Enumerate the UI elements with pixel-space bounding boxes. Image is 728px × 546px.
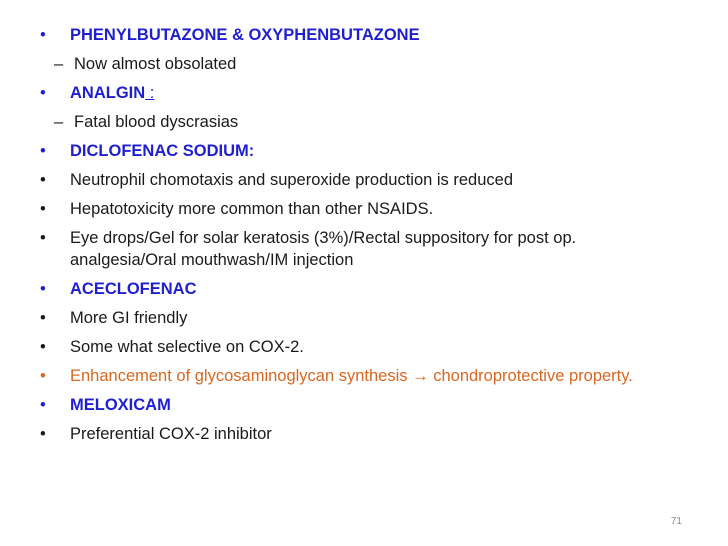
bullet-dot-icon: • xyxy=(40,309,46,327)
bullet-text: Hepatotoxicity more common than other NSAIDS. xyxy=(70,200,434,218)
page-number: 71 xyxy=(670,516,682,527)
bullet-dot-icon: • xyxy=(40,396,46,414)
bullet-dot-icon: • xyxy=(40,142,46,160)
bullet-analgin xyxy=(40,82,680,104)
bullet-text: Eye drops/Gel for solar keratosis (3%)/Rectal suppository for post op. analgesia/Oral mouthwash/IM injection xyxy=(70,229,577,269)
bullet-list xyxy=(40,24,680,452)
dash-icon: – xyxy=(54,113,64,131)
bullet-dot-icon: • xyxy=(40,338,46,356)
bullet-cox2-selective xyxy=(40,336,680,358)
bullet-text: Preferential COX-2 inhibitor xyxy=(70,425,272,443)
bullet-dot-icon: • xyxy=(40,425,46,443)
bullet-dot-icon: • xyxy=(40,26,46,44)
bullet-dot-icon: • xyxy=(40,280,46,298)
bullet-text: ACECLOFENAC xyxy=(70,280,197,298)
dash-icon: – xyxy=(54,55,64,73)
enhancement-text: Enhancement of glycosaminoglycan synthesis xyxy=(70,367,408,385)
bullet-dot-icon: • xyxy=(40,84,46,102)
bullet-dot-icon: • xyxy=(40,171,46,189)
bullet-text: Some what selective on COX-2. xyxy=(70,338,304,356)
bullet-neutrophil xyxy=(40,169,680,191)
bullet-text xyxy=(70,82,680,104)
bullet-text: MELOXICAM xyxy=(70,396,171,414)
bullet-hepatotoxicity xyxy=(40,198,680,220)
bullet-gi-friendly xyxy=(40,307,680,329)
sub-bullet-dyscrasias xyxy=(40,111,680,133)
bullet-eye-drops xyxy=(40,227,680,271)
arrow-right-icon: → xyxy=(412,367,429,385)
analgin-colon: : xyxy=(145,84,155,102)
bullet-diclofenac xyxy=(40,140,680,162)
bullet-text: Neutrophil chomotaxis and superoxide production is reduced xyxy=(70,171,514,189)
bullet-text: Now almost obsolated xyxy=(74,55,237,73)
bullet-phenylbutazone xyxy=(40,24,680,46)
bullet-text: DICLOFENAC SODIUM: xyxy=(70,142,255,160)
bullet-text xyxy=(70,365,680,387)
analgin-label: ANALGIN xyxy=(70,84,146,102)
bullet-dot-icon: • xyxy=(40,200,46,218)
bullet-dot-icon: • xyxy=(40,229,46,247)
bullet-dot-icon: • xyxy=(40,367,46,385)
bullet-text: PHENYLBUTAZONE & OXYPHENBUTAZONE xyxy=(70,26,420,44)
bullet-text: More GI friendly xyxy=(70,309,188,327)
chondroprotective-text: chondroprotective property. xyxy=(433,367,633,385)
bullet-meloxicam xyxy=(40,394,680,416)
bullet-preferential-cox2 xyxy=(40,423,680,445)
sub-bullet-obsolated xyxy=(40,53,680,75)
bullet-aceclofenac xyxy=(40,278,680,300)
bullet-glycosaminoglycan xyxy=(40,365,680,387)
bullet-text: Fatal blood dyscrasias xyxy=(74,113,239,131)
